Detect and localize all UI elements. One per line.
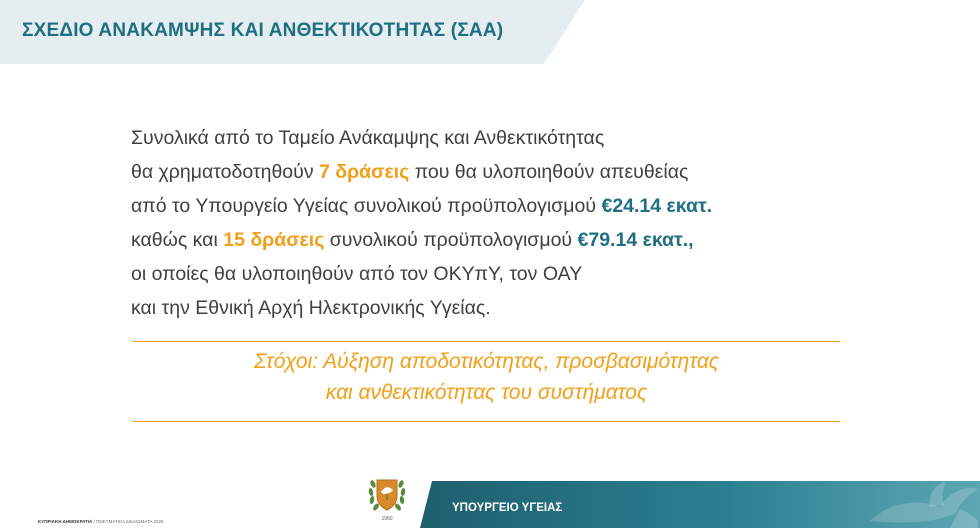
goal-top-divider	[133, 341, 840, 342]
goal-statement	[133, 346, 840, 408]
slide-title: ΣΧΕΔΙΟ ΑΝΑΚΑΜΨΗΣ ΚΑΙ ΑΝΘΕΚΤΙΚΟΤΗΤΑΣ (ΣΑΑ)	[22, 20, 504, 41]
budget-amount-79: €79.14 εκατ.,	[577, 229, 694, 251]
body-line-6: και την Εθνική Αρχή Ηλεκτρονικής Υγείας.	[131, 297, 491, 319]
body-line-2-suffix: που θα υλοποιηθούν απευθείας	[409, 161, 689, 183]
body-line-3	[131, 189, 851, 223]
body-line-4-mid: συνολικού προϋπολογισμού	[324, 229, 578, 251]
actions-count-15: 15 δράσεις	[223, 229, 325, 251]
svg-text:1960: 1960	[381, 516, 393, 522]
actions-count-7: 7 δράσεις	[318, 161, 410, 183]
dove-watermark-icon	[810, 481, 980, 528]
credit-rights: / ΠΝΕΥΜΑΤΙΚΑ ΔΙΚΑΙΩΜΑΤΑ 2025	[92, 519, 164, 524]
body-paragraph	[131, 121, 851, 325]
credit-country: ΚΥΠΡΙΑΚΗ ΔΗΜΟΚΡΑΤΙΑ	[38, 519, 93, 524]
goal-line-2: και ανθεκτικότητας του συστήματος	[325, 381, 648, 404]
body-line-4-prefix: καθώς και	[131, 229, 224, 251]
body-line-1: Συνολικά από το Ταμείο Ανάκαμψης και Ανθεκτικότητας	[131, 127, 605, 149]
cyprus-coat-of-arms-icon	[365, 466, 409, 522]
copyright-credit	[38, 519, 164, 524]
body-line-2-prefix: θα χρηματοδοτηθούν	[131, 161, 319, 183]
ministry-name: ΥΠΟΥΡΓΕΙΟ ΥΓΕΙΑΣ	[452, 502, 563, 514]
body-line-4	[131, 223, 851, 257]
budget-amount-24: €24.14 εκατ.	[601, 195, 713, 217]
body-line-3-prefix: από το Υπουργείο Υγείας συνολικού προϋπολογισμού	[131, 195, 602, 217]
goal-bottom-divider	[133, 421, 840, 422]
body-line-2	[131, 155, 851, 189]
emblem-container	[355, 460, 427, 528]
goal-line-1: Στόχοι: Αύξηση αποδοτικότητας, προσβασιμότητας	[253, 350, 720, 373]
body-line-5: οι οποίες θα υλοποιηθούν από τον ΟΚΥπΥ, τον ΟΑΥ	[131, 263, 583, 285]
